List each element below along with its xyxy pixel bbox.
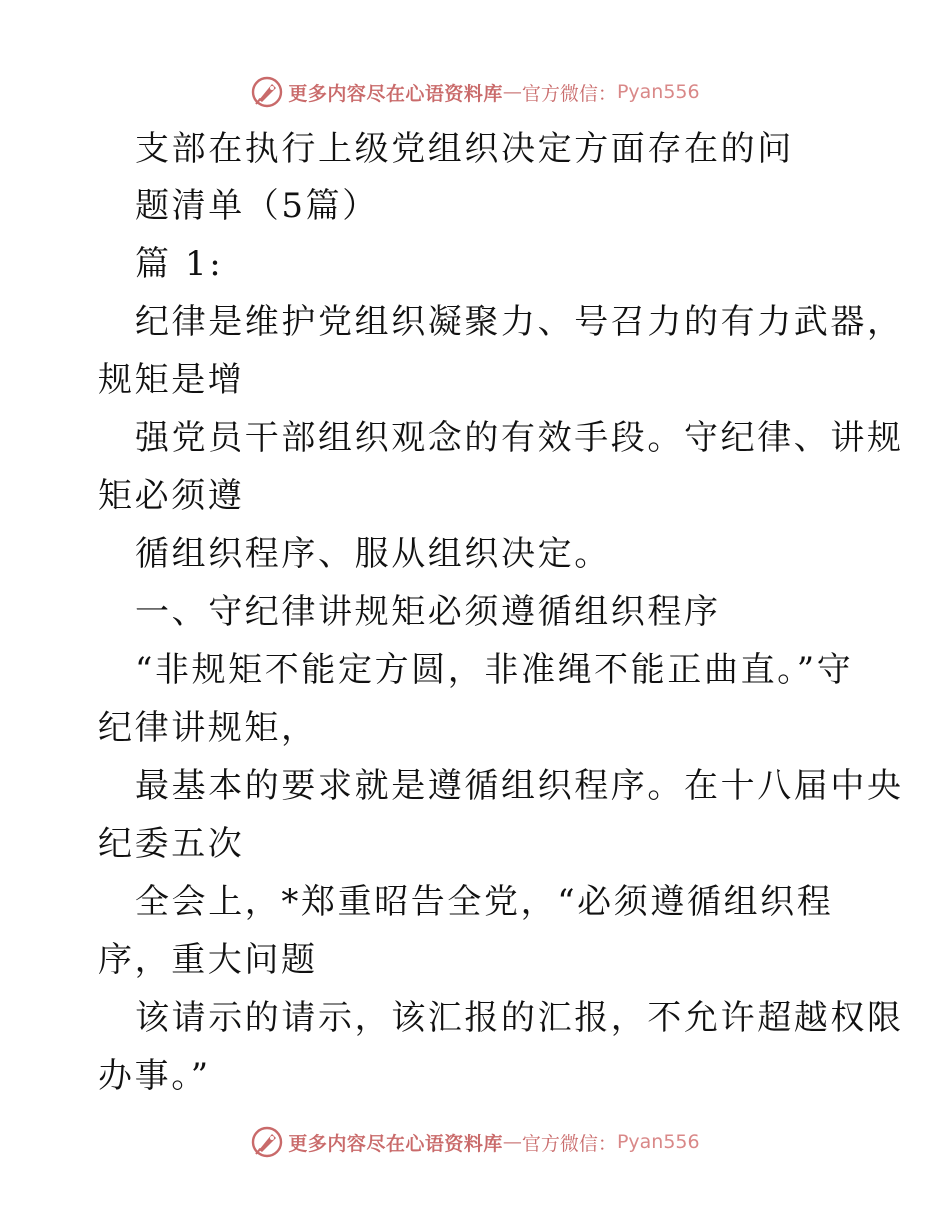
section-heading: 篇 1: — [135, 244, 224, 284]
document-title-line-1: 支部在执行上级党组织决定方面存在的问 — [135, 129, 794, 169]
subsection-heading: 一、守纪律讲规矩必须遵循组织程序 — [135, 592, 721, 632]
paragraph-line: 最基本的要求就是遵循组织程序。在十八届中央 — [135, 766, 904, 806]
watermark-wechat-label: 官方微信： — [521, 1132, 617, 1155]
paragraph-line: 办事。” — [98, 1056, 211, 1096]
watermark-header — [0, 72, 950, 112]
watermark-footer — [0, 1122, 950, 1162]
pen-nib-logo-icon — [250, 1125, 284, 1159]
paragraph-line: 矩必须遵 — [98, 476, 245, 516]
watermark-wechat-label: 官方微信： — [521, 82, 617, 105]
watermark-wechat-id: Pyan556 — [616, 1131, 700, 1153]
document-title-line-2: 题清单（5篇） — [135, 186, 379, 226]
watermark-separator: — — [502, 81, 522, 103]
paragraph-line: 序，重大问题 — [98, 940, 318, 980]
paragraph-line: 纪律讲规矩， — [98, 708, 318, 748]
paragraph-line: “非规矩不能定方圆，非准绳不能正曲直。”守 — [135, 650, 854, 690]
paragraph-line: 循组织程序、服从组织决定。 — [135, 534, 611, 574]
paragraph-line: 规矩是增 — [98, 360, 245, 400]
paragraph-line: 纪律是维护党组织凝聚力、号召力的有力武器， — [135, 302, 904, 342]
watermark-site-name: 更多内容尽在心语资料库 — [288, 1132, 503, 1155]
paragraph-line: 全会上，*郑重昭告全党，“必须遵循组织程 — [135, 882, 834, 922]
watermark-separator: — — [502, 1131, 522, 1153]
paragraph-line: 纪委五次 — [98, 824, 245, 864]
paragraph-line: 强党员干部组织观念的有效手段。守纪律、讲规 — [135, 418, 904, 458]
watermark-site-name: 更多内容尽在心语资料库 — [288, 82, 503, 105]
watermark-wechat-id: Pyan556 — [616, 81, 700, 103]
paragraph-line: 该请示的请示，该汇报的汇报，不允许超越权限 — [135, 998, 904, 1038]
pen-nib-logo-icon — [250, 75, 284, 109]
